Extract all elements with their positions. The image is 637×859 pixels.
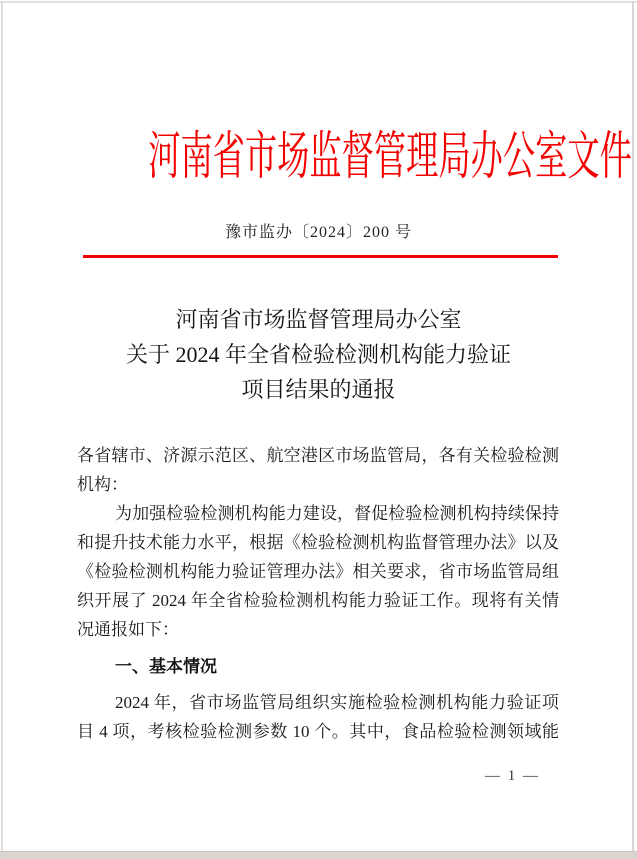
document-title-line-3: 项目结果的通报 [241, 377, 396, 402]
salutation-line-1: 各省辖市、济源示范区、航空港区市场监管局，各有关检验检测 [77, 446, 559, 465]
document-body [77, 441, 559, 746]
document-number: 豫市监办〔2024〕200 号 [224, 224, 412, 241]
document-title [40, 302, 597, 407]
page-number: — 1 — [485, 768, 540, 784]
document-title-line-1: 河南省市场监督管理局办公室 [175, 307, 462, 332]
red-divider-rule [83, 255, 558, 258]
page-edge-shadow [0, 851, 637, 859]
letterhead-title-text: 河南省市场监督管理局办公室文件 [148, 129, 632, 186]
section-heading-1: 一、基本情况 [115, 657, 217, 676]
paragraph-1-line-5: 况通报如下： [77, 620, 179, 639]
paragraph-2-line-1: 2024 年，省市场监管局组织实施检验检测机构能力验证项 [115, 693, 559, 712]
paragraph-1-line-1: 为加强检验检测机构能力建设，督促检验检测机构持续保持 [115, 504, 559, 523]
document-title-line-2: 关于 2024 年全省检验检测机构能力验证 [125, 342, 511, 367]
paragraph-1-line-2: 和提升技术能力水平，根据《检验检测机构监督管理办法》以及 [77, 533, 559, 552]
salutation-line-2: 机构： [77, 475, 128, 494]
letterhead-title [0, 126, 637, 190]
page-edge-top [0, 1, 637, 3]
paragraph-2-line-2: 目 4 项，考核检验检测参数 10 个。其中，食品检验检测领域能 [77, 722, 559, 741]
paragraph-1-line-4: 织开展了 2024 年全省检验检测机构能力验证工作。现将有关情 [77, 591, 559, 610]
paragraph-1-line-3: 《检验检测机构能力验证管理办法》相关要求，省市场监管局组 [77, 562, 559, 581]
